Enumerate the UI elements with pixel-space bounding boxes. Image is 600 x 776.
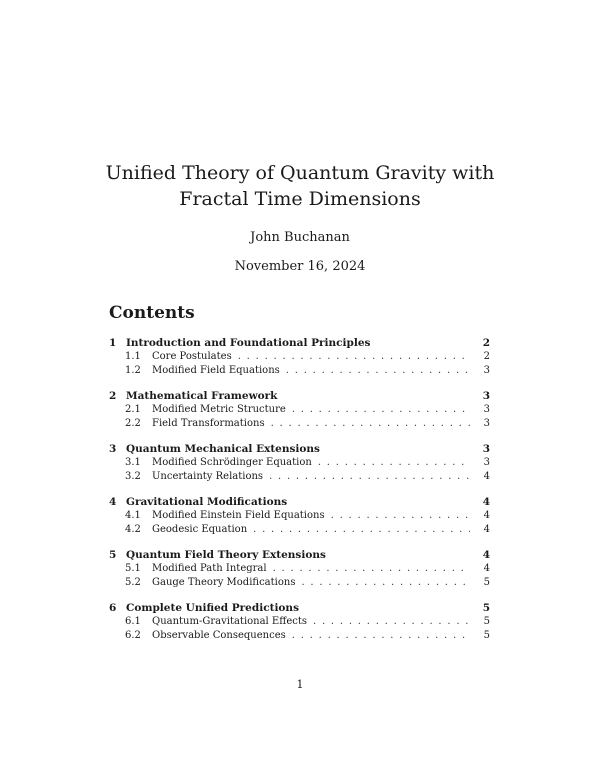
toc-subsection-entry[interactable] <box>109 615 490 629</box>
toc-leader <box>318 456 470 470</box>
toc-section-6 <box>109 601 490 643</box>
toc-section-4 <box>109 495 490 537</box>
toc-section-label: Quantum Mechanical Extensions <box>126 443 320 455</box>
toc-subsection-label: Core Postulates <box>152 351 232 362</box>
toc-subsection-number: 3.1 <box>125 457 141 468</box>
toc-section-3 <box>109 442 490 484</box>
toc-section-1 <box>109 336 490 378</box>
toc-subsection-entry[interactable] <box>109 364 490 378</box>
toc-subsection-label: Field Transformations <box>152 418 265 429</box>
toc-page-number: 4 <box>483 471 490 482</box>
toc-subsection-entry[interactable] <box>109 576 490 590</box>
title-line-1: Unified Theory of Quantum Gravity with <box>105 162 495 184</box>
toc-section-entry[interactable] <box>109 389 490 403</box>
toc-page-number: 4 <box>483 563 490 574</box>
toc-page-number: 4 <box>482 549 490 561</box>
toc-page-number: 5 <box>483 577 490 588</box>
toc-page-number: 5 <box>482 602 490 614</box>
toc-subsection-label: Modified Einstein Field Equations <box>152 510 325 521</box>
toc-section-entry[interactable] <box>109 601 490 615</box>
toc-page-number: 3 <box>482 390 490 402</box>
toc-section-entry[interactable] <box>109 442 490 456</box>
toc-subsection-label: Uncertainty Relations <box>152 471 264 482</box>
toc-section-label: Mathematical Framework <box>126 390 278 402</box>
toc-section-label: Introduction and Foundational Principles <box>126 337 371 349</box>
toc-leader <box>313 615 470 629</box>
toc-section-number: 6 <box>109 602 117 614</box>
toc-subsection-entry[interactable] <box>109 470 490 484</box>
toc-leader <box>271 417 470 431</box>
toc-subsection-label: Modified Path Integral <box>152 563 267 574</box>
toc-section-2 <box>109 389 490 431</box>
toc-page-number: 5 <box>483 616 490 627</box>
toc-subsection-entry[interactable] <box>109 629 490 643</box>
page-number: 1 <box>296 678 304 691</box>
toc-subsection-number: 1.1 <box>125 351 141 362</box>
toc-subsection-label: Modified Metric Structure <box>152 404 286 415</box>
document-title <box>0 160 600 212</box>
table-of-contents <box>109 336 490 654</box>
toc-leader <box>269 470 470 484</box>
title-line-2: Fractal Time Dimensions <box>179 188 421 210</box>
toc-leader <box>286 364 470 378</box>
toc-section-label: Complete Unified Predictions <box>126 602 299 614</box>
toc-subsection-entry[interactable] <box>109 417 490 431</box>
author: John Buchanan <box>250 230 350 245</box>
toc-section-label: Gravitational Modifications <box>126 496 288 508</box>
toc-page-number: 4 <box>483 524 490 535</box>
toc-leader <box>331 509 470 523</box>
toc-section-number: 3 <box>109 443 117 455</box>
toc-subsection-number: 2.2 <box>125 418 141 429</box>
toc-section-number: 1 <box>109 337 117 349</box>
toc-page-number: 4 <box>482 496 490 508</box>
toc-subsection-entry[interactable] <box>109 350 490 364</box>
toc-section-number: 4 <box>109 496 117 508</box>
toc-page-number: 5 <box>483 630 490 641</box>
toc-subsection-entry[interactable] <box>109 456 490 470</box>
toc-page-number: 3 <box>483 418 490 429</box>
toc-leader <box>292 403 470 417</box>
toc-page-number: 3 <box>483 457 490 468</box>
toc-subsection-label: Modified Field Equations <box>152 365 280 376</box>
toc-leader <box>273 562 470 576</box>
toc-section-entry[interactable] <box>109 548 490 562</box>
toc-subsection-number: 4.2 <box>125 524 141 535</box>
toc-subsection-number: 6.1 <box>125 616 141 627</box>
toc-section-number: 2 <box>109 390 117 402</box>
toc-subsection-number: 5.1 <box>125 563 141 574</box>
toc-section-label: Quantum Field Theory Extensions <box>126 549 326 561</box>
toc-subsection-number: 5.2 <box>125 577 141 588</box>
toc-subsection-entry[interactable] <box>109 509 490 523</box>
toc-subsection-label: Quantum-Gravitational Effects <box>152 616 308 627</box>
toc-page-number: 3 <box>483 365 490 376</box>
toc-subsection-number: 1.2 <box>125 365 141 376</box>
toc-subsection-number: 4.1 <box>125 510 141 521</box>
contents-heading: Contents <box>109 303 195 323</box>
toc-section-entry[interactable] <box>109 336 490 350</box>
toc-subsection-label: Modified Schrödinger Equation <box>152 457 312 468</box>
toc-subsection-number: 2.1 <box>125 404 141 415</box>
toc-section-5 <box>109 548 490 590</box>
toc-page-number: 3 <box>483 404 490 415</box>
toc-subsection-label: Gauge Theory Modifications <box>152 577 296 588</box>
toc-leader <box>292 629 470 643</box>
toc-leader <box>238 350 470 364</box>
toc-page-number: 2 <box>482 337 490 349</box>
toc-leader <box>253 523 470 537</box>
toc-subsection-entry[interactable] <box>109 403 490 417</box>
toc-page-number: 3 <box>482 443 490 455</box>
toc-section-entry[interactable] <box>109 495 490 509</box>
toc-page-number: 2 <box>483 351 490 362</box>
toc-subsection-label: Observable Consequences <box>152 630 286 641</box>
toc-page-number: 4 <box>483 510 490 521</box>
toc-subsection-entry[interactable] <box>109 523 490 537</box>
toc-subsection-label: Geodesic Equation <box>152 524 248 535</box>
toc-leader <box>301 576 470 590</box>
toc-subsection-number: 3.2 <box>125 471 141 482</box>
toc-section-number: 5 <box>109 549 117 561</box>
date: November 16, 2024 <box>234 259 366 274</box>
toc-subsection-number: 6.2 <box>125 630 141 641</box>
toc-subsection-entry[interactable] <box>109 562 490 576</box>
